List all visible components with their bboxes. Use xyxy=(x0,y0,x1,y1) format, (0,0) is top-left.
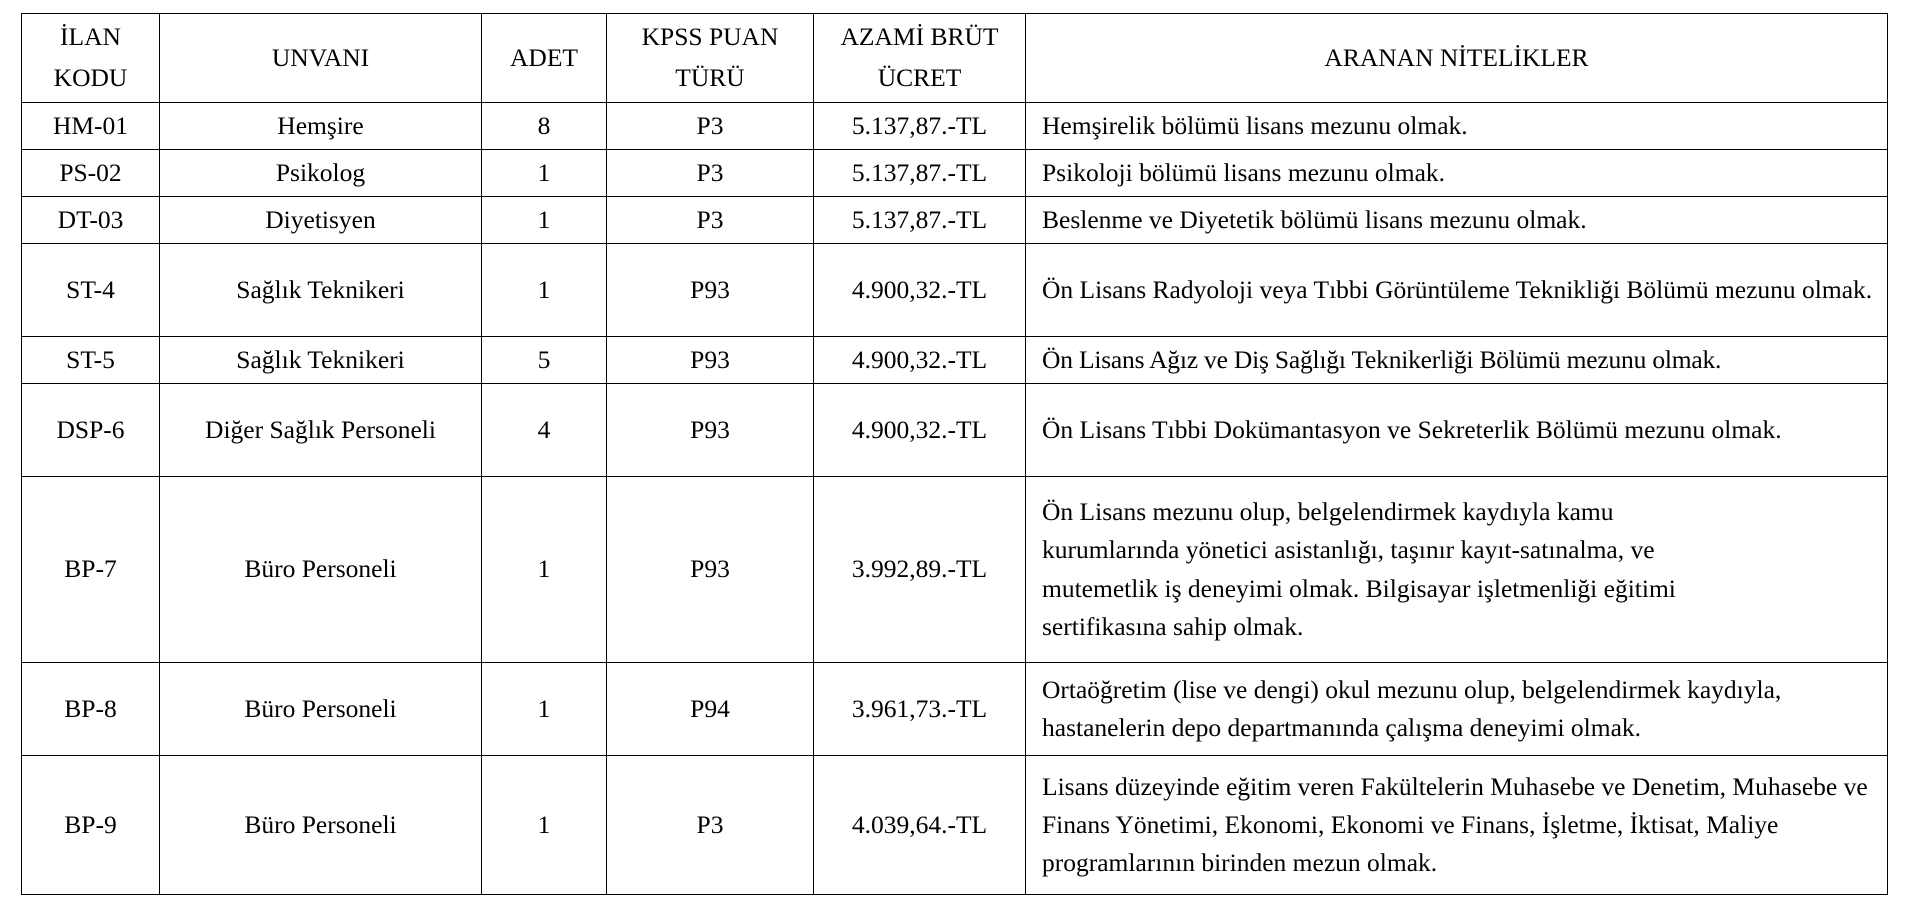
header-aranan-nitelikler: ARANAN NİTELİKLER xyxy=(1026,14,1888,103)
cell-ilan-kodu: PS-02 xyxy=(22,150,160,197)
cell-adet: 8 xyxy=(482,103,607,150)
cell-nitelikler: Ön Lisans mezunu olup, belgelendirmek kaydıyla kamu kurumlarında yönetici asistanlığı, taşınır kayıt-satınalma, ve mutemetlik iş deneyimi olmak. Bilgisayar işletmenliği eğitimi sertifikasına sahip olmak. xyxy=(1026,477,1888,663)
cell-adet: 1 xyxy=(482,244,607,337)
cell-kpss: P93 xyxy=(607,244,814,337)
cell-ucret: 4.900,32.-TL xyxy=(814,244,1026,337)
cell-ucret: 3.961,73.-TL xyxy=(814,663,1026,756)
cell-adet: 1 xyxy=(482,756,607,895)
cell-unvani: Psikolog xyxy=(160,150,482,197)
cell-unvani: Sağlık Teknikeri xyxy=(160,244,482,337)
cell-kpss: P3 xyxy=(607,197,814,244)
job-listing-table xyxy=(21,13,1888,895)
cell-ucret: 5.137,87.-TL xyxy=(814,197,1026,244)
cell-nitelikler: Ön Lisans Radyoloji veya Tıbbi Görüntüleme Teknikliği Bölümü mezunu olmak. xyxy=(1026,244,1888,337)
cell-ucret: 4.039,64.-TL xyxy=(814,756,1026,895)
cell-kpss: P3 xyxy=(607,103,814,150)
cell-unvani: Büro Personeli xyxy=(160,756,482,895)
cell-unvani: Büro Personeli xyxy=(160,663,482,756)
table-row xyxy=(22,337,1888,384)
cell-ucret: 3.992,89.-TL xyxy=(814,477,1026,663)
cell-adet: 4 xyxy=(482,384,607,477)
table-row xyxy=(22,477,1888,663)
header-azami-brut-ucret: AZAMİ BRÜT ÜCRET xyxy=(814,14,1026,103)
cell-ilan-kodu: DT-03 xyxy=(22,197,160,244)
cell-kpss: P93 xyxy=(607,384,814,477)
cell-ucret: 4.900,32.-TL xyxy=(814,384,1026,477)
cell-adet: 5 xyxy=(482,337,607,384)
cell-unvani: Diyetisyen xyxy=(160,197,482,244)
header-unvani: UNVANI xyxy=(160,14,482,103)
cell-kpss: P93 xyxy=(607,477,814,663)
cell-ucret: 5.137,87.-TL xyxy=(814,103,1026,150)
cell-unvani: Büro Personeli xyxy=(160,477,482,663)
cell-unvani: Hemşire xyxy=(160,103,482,150)
table-row xyxy=(22,756,1888,895)
cell-kpss: P3 xyxy=(607,150,814,197)
cell-kpss: P3 xyxy=(607,756,814,895)
table-row xyxy=(22,103,1888,150)
table-row xyxy=(22,197,1888,244)
cell-nitelikler: Ön Lisans Tıbbi Dokümantasyon ve Sekreterlik Bölümü mezunu olmak. xyxy=(1026,384,1888,477)
table-row xyxy=(22,150,1888,197)
cell-adet: 1 xyxy=(482,477,607,663)
cell-ilan-kodu: DSP-6 xyxy=(22,384,160,477)
cell-nitelikler: Ortaöğretim (lise ve dengi) okul mezunu olup, belgelendirmek kaydıyla, hastanelerin depo departmanında çalışma deneyimi olmak. xyxy=(1026,663,1888,756)
cell-nitelikler: Hemşirelik bölümü lisans mezunu olmak. xyxy=(1026,103,1888,150)
cell-nitelikler: Ön Lisans Ağız ve Diş Sağlığı Teknikerliği Bölümü mezunu olmak. xyxy=(1026,337,1888,384)
cell-ilan-kodu: BP-9 xyxy=(22,756,160,895)
cell-unvani: Diğer Sağlık Personeli xyxy=(160,384,482,477)
header-ilan-kodu: İLAN KODU xyxy=(22,14,160,103)
cell-kpss: P93 xyxy=(607,337,814,384)
cell-ilan-kodu: BP-8 xyxy=(22,663,160,756)
header-adet: ADET xyxy=(482,14,607,103)
cell-ilan-kodu: HM-01 xyxy=(22,103,160,150)
cell-ucret: 5.137,87.-TL xyxy=(814,150,1026,197)
cell-adet: 1 xyxy=(482,663,607,756)
cell-unvani: Sağlık Teknikeri xyxy=(160,337,482,384)
cell-nitelikler: Psikoloji bölümü lisans mezunu olmak. xyxy=(1026,150,1888,197)
table-row xyxy=(22,663,1888,756)
cell-nitelikler: Lisans düzeyinde eğitim veren Fakültelerin Muhasebe ve Denetim, Muhasebe ve Finans Yönetimi, Ekonomi, Ekonomi ve Finans, İşletme, İktisat, Maliye programlarının birinden mezun olmak. xyxy=(1026,756,1888,895)
header-row xyxy=(22,14,1888,103)
cell-ilan-kodu: BP-7 xyxy=(22,477,160,663)
cell-ucret: 4.900,32.-TL xyxy=(814,337,1026,384)
table-row xyxy=(22,244,1888,337)
cell-nitelikler: Beslenme ve Diyetetik bölümü lisans mezunu olmak. xyxy=(1026,197,1888,244)
cell-ilan-kodu: ST-5 xyxy=(22,337,160,384)
table-row xyxy=(22,384,1888,477)
cell-adet: 1 xyxy=(482,150,607,197)
header-kpss-puan-turu: KPSS PUAN TÜRÜ xyxy=(607,14,814,103)
cell-kpss: P94 xyxy=(607,663,814,756)
cell-adet: 1 xyxy=(482,197,607,244)
cell-ilan-kodu: ST-4 xyxy=(22,244,160,337)
